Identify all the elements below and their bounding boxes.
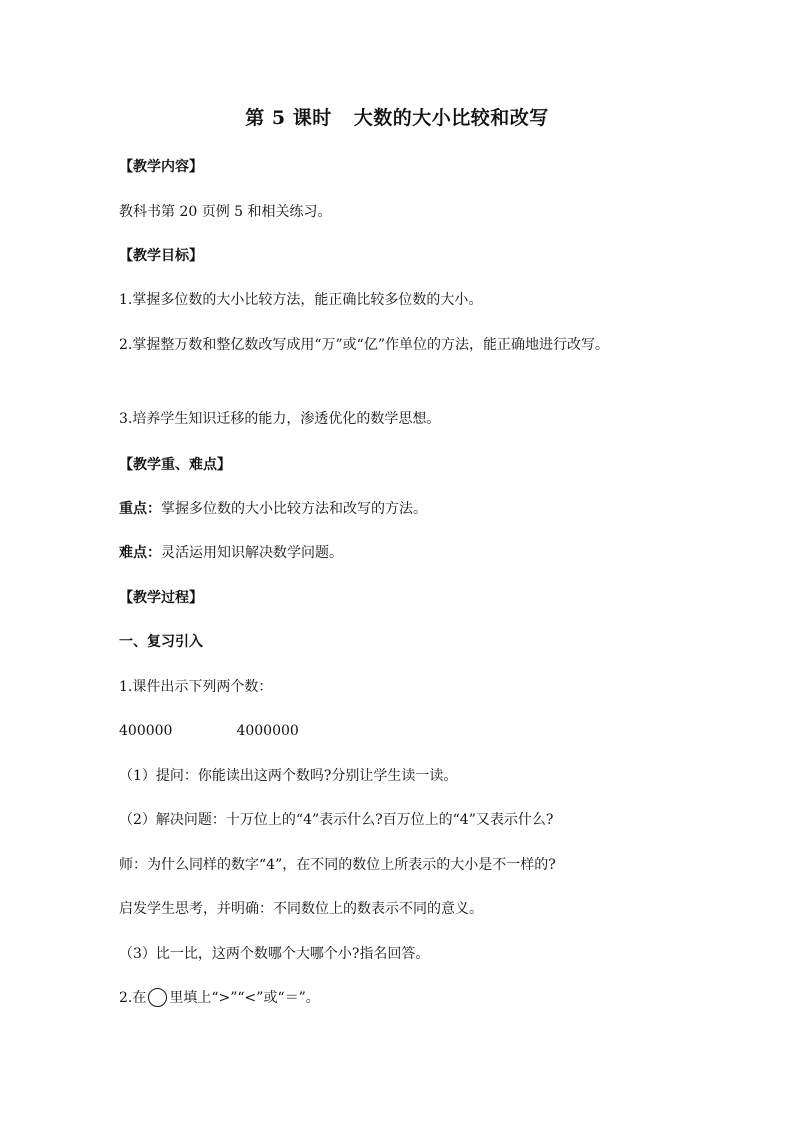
difficulty-point (119, 539, 689, 568)
process-heading: 【教学过程】 (119, 590, 203, 606)
question-1: （1）提问：你能读出这两个数吗?分别让学生读一读。 (119, 768, 458, 784)
difficulty-label: 难点： (119, 545, 161, 561)
number-a: 400000 (119, 723, 173, 739)
number-b: 4000000 (236, 723, 299, 739)
key-point-text: 掌握多位数的大小比较方法和改写的方法。 (161, 501, 427, 517)
lesson-number: 第 5 课时 (245, 107, 332, 129)
teacher-question: 师：为什么同样的数字“4”，在不同的数位上所表示的大小是不一样的? (119, 857, 556, 873)
question-2: （2）解决问题：十万位上的“4”表示什么?百万位上的“4”又表示什么? (119, 812, 554, 828)
goals-heading: 【教学目标】 (119, 248, 203, 264)
goal-3: 3.培养学生知识迁移的能力，渗透优化的数学思想。 (119, 411, 441, 427)
lesson-title (0, 103, 794, 130)
content-text: 教科书第 20 页例 5 和相关练习。 (119, 204, 332, 220)
difficulty-text: 灵活运用知识解决数学问题。 (161, 545, 343, 561)
inspire-text: 启发学生思考，并明确：不同数位上的数表示不同的意义。 (119, 901, 483, 917)
content-heading: 【教学内容】 (119, 159, 203, 175)
step-2-suffix: 里填上“>”“<”或“＝”。 (169, 990, 320, 1006)
step-2 (119, 984, 689, 1013)
key-points-heading: 【教学重、难点】 (119, 457, 231, 473)
step-1: 1.课件出示下列两个数： (119, 679, 273, 695)
question-3: （3）比一比，这两个数哪个大哪个小?指名回答。 (119, 946, 430, 962)
goal-1: 1.掌握多位数的大小比较方法，能正确比较多位数的大小。 (119, 292, 483, 308)
part-1-heading: 一、复习引入 (119, 634, 203, 650)
key-point (119, 495, 689, 524)
goal-2: 2.掌握整万数和整亿数改写成用“万”或“亿”作单位的方法，能正确地进行改写。 (119, 337, 609, 353)
key-point-label: 重点： (119, 501, 161, 517)
lesson-topic: 大数的大小比较和改写 (353, 107, 549, 129)
step-2-prefix: 2.在 (119, 990, 147, 1006)
blank-circle-icon (148, 988, 167, 1007)
number-pair (119, 717, 689, 746)
